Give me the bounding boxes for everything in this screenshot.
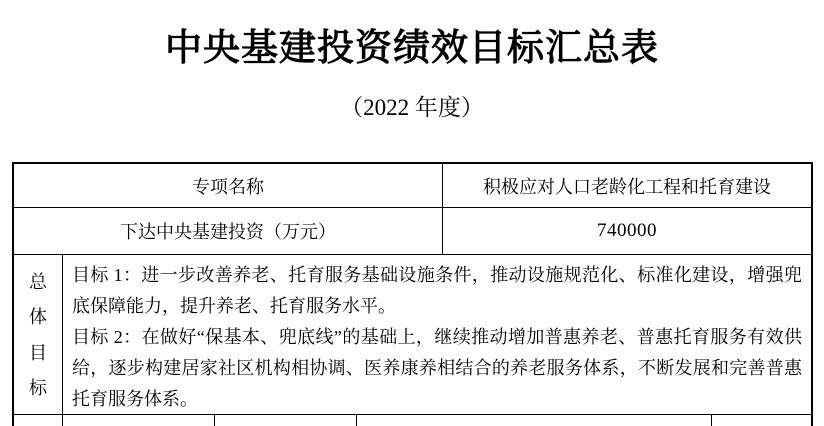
overall-goal-label-char: 体: [29, 307, 47, 328]
next-row-cell: [357, 415, 712, 426]
performance-summary-table: [12, 162, 813, 426]
overall-goal-text-cell: [63, 255, 811, 414]
page-title: 中央基建投资绩效目标汇总表: [165, 28, 659, 69]
investment-label-cell: 下达中央基建投资（万元）: [14, 208, 443, 254]
overall-goal-label-char: 目: [29, 342, 47, 363]
table-row-next-partial: [14, 415, 811, 426]
overall-goal-label-cell: [14, 255, 63, 414]
table-row-overall-goal: [14, 255, 811, 415]
next-row-cell: [14, 415, 63, 426]
page-subtitle: （2022 年度）: [340, 95, 484, 120]
goal-2-text: 目标 2：在做好“保基本、兜底线”的基础上，继续推动增加普惠养老、普惠托育服务有效供给，逐步构建居家社区机构相协调、医养康养相结合的养老服务体系，不断发展和完善普惠托育服务体系。: [72, 327, 802, 409]
goal-1-text: 目标 1：进一步改善养老、托育服务基础设施条件，推动设施规范化、标准化建设，增强兜底保障能力，提升养老、托育服务水平。: [72, 265, 802, 316]
investment-value-cell: 740000: [597, 220, 657, 241]
project-name-label-cell: 专项名称: [14, 164, 443, 207]
table-row-project-name: [14, 164, 811, 208]
table-row-investment: [14, 208, 811, 255]
overall-goal-label-char: 总: [29, 272, 47, 292]
overall-goal-label-char: 标: [29, 377, 47, 398]
next-row-cell: [63, 415, 215, 426]
next-row-cell: [712, 415, 811, 426]
project-name-value-cell: 积极应对人口老龄化工程和托育建设: [483, 176, 771, 197]
next-row-cell: [215, 415, 357, 426]
